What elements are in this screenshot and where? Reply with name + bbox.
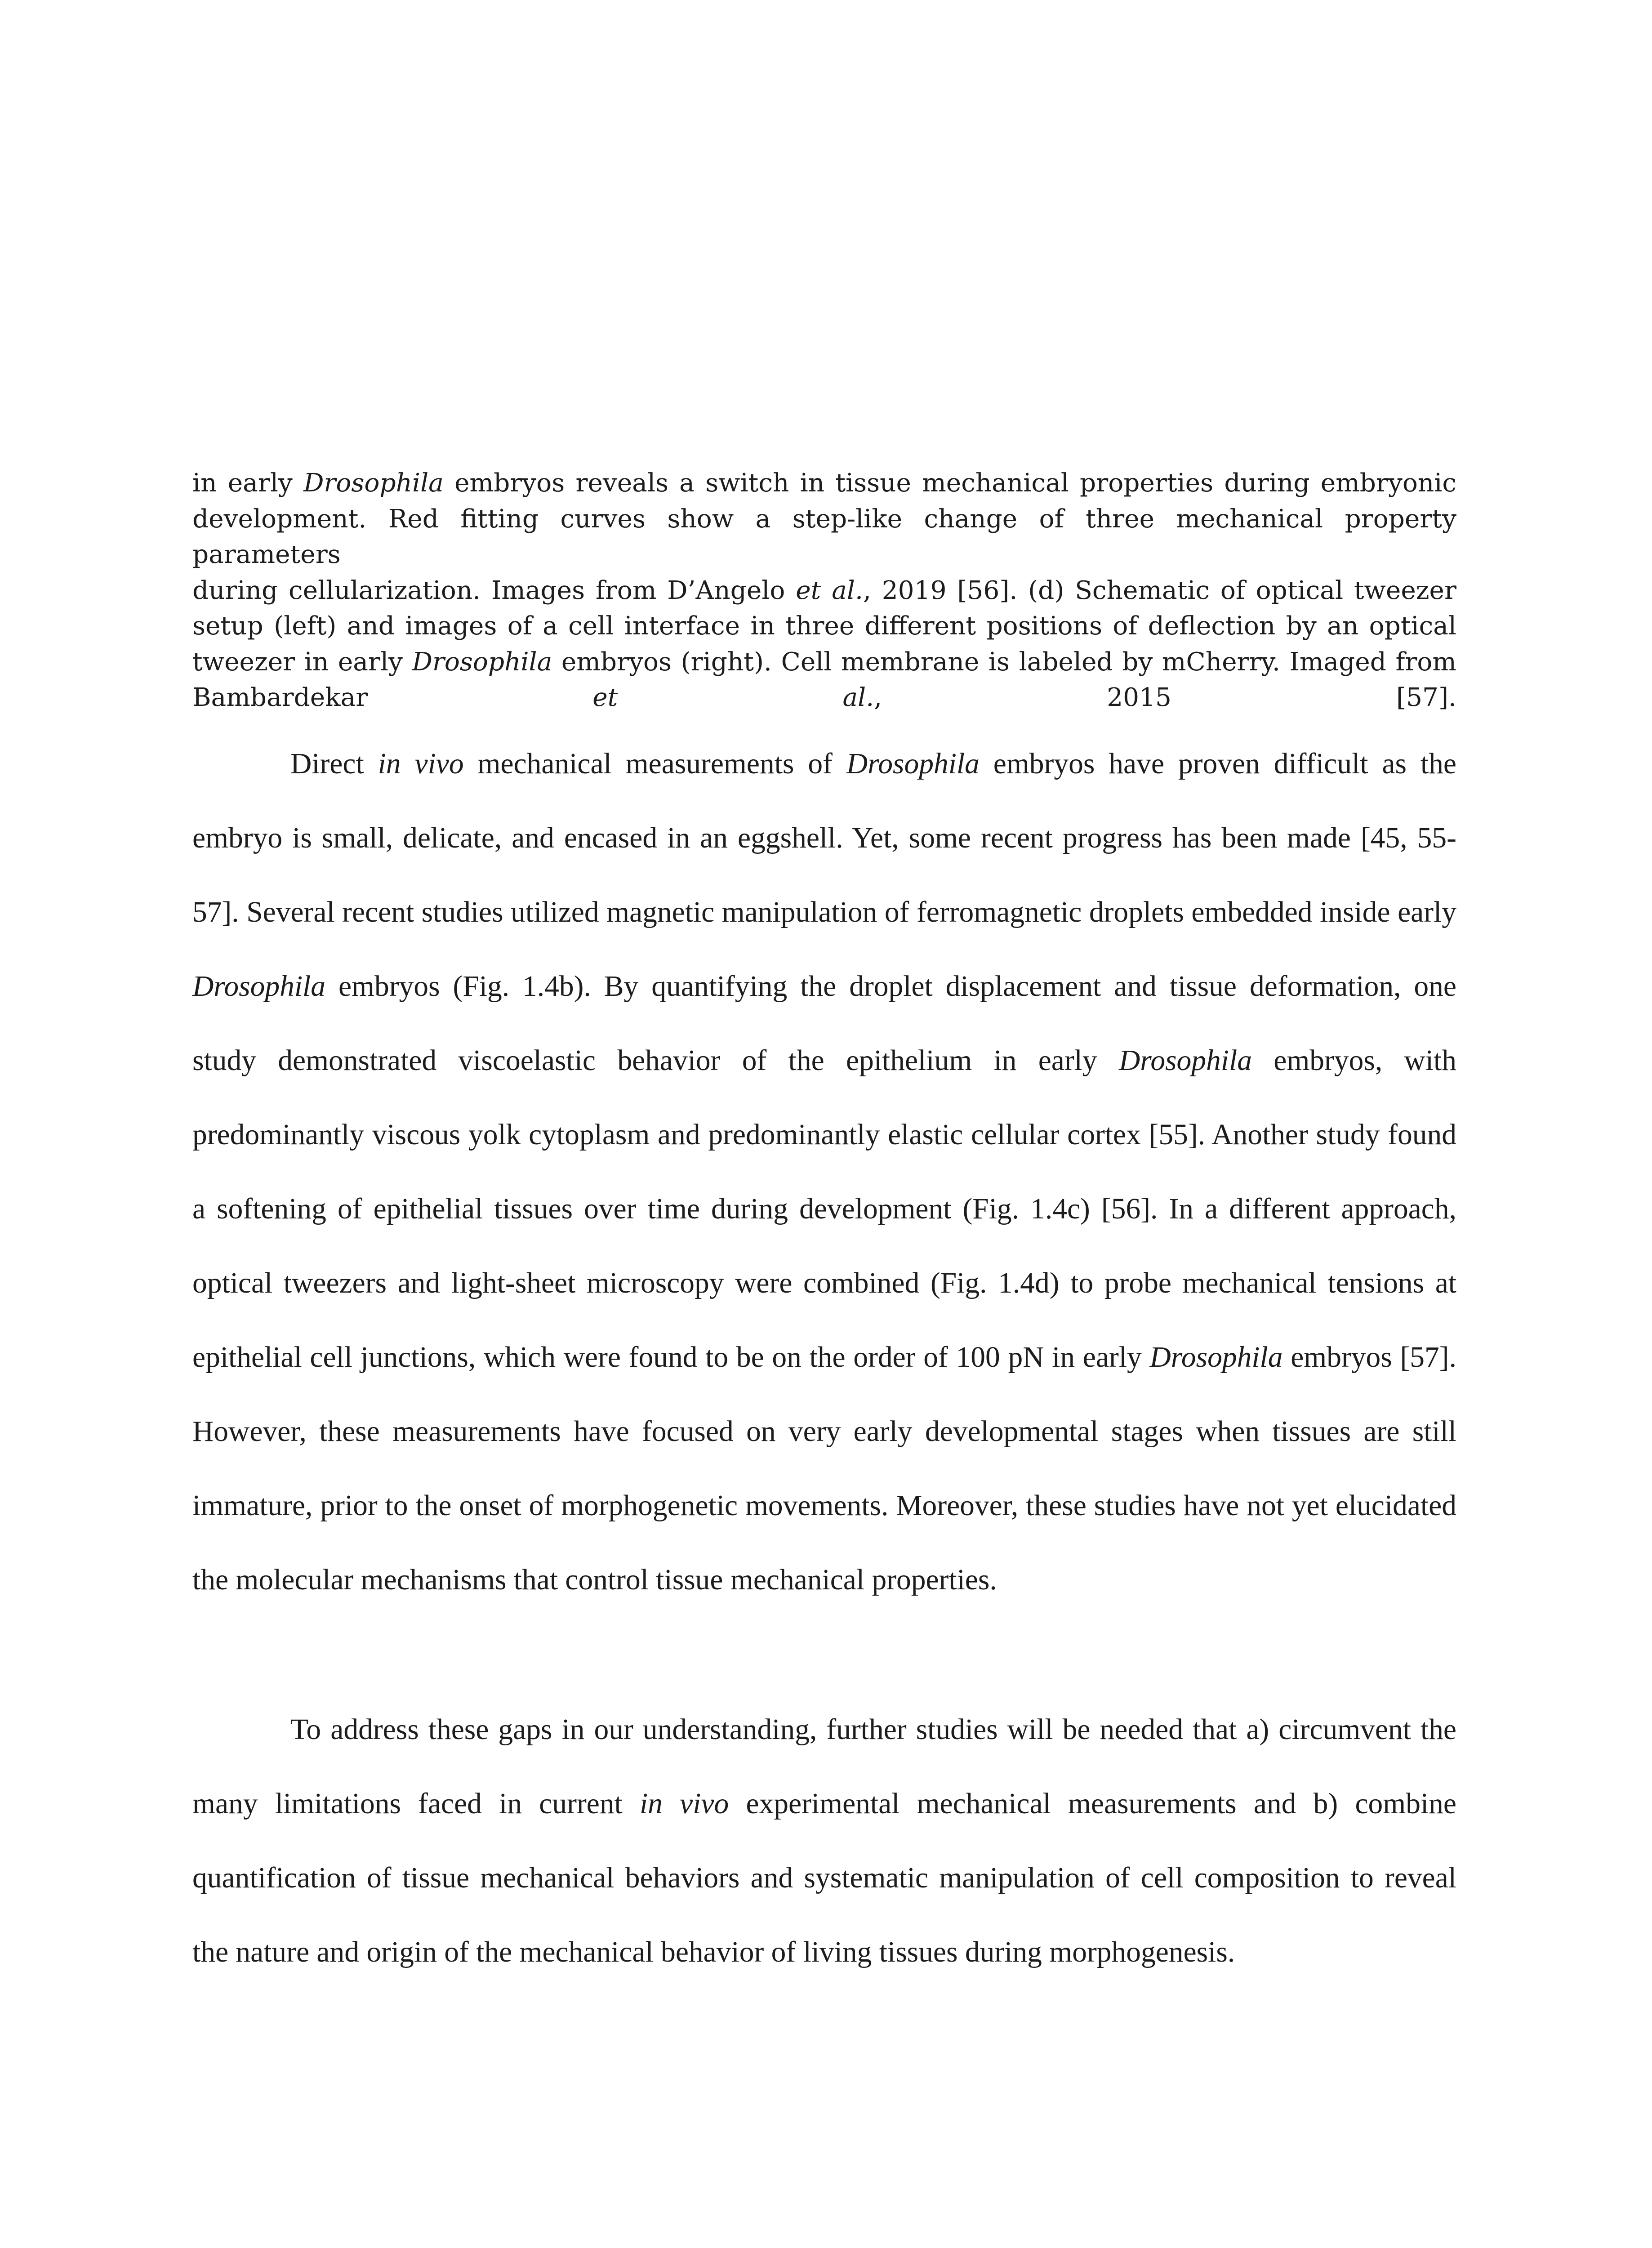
figure-caption-continuation bbox=[192, 465, 1456, 716]
paragraph-text: mechanical measurements of bbox=[463, 748, 846, 780]
caption-text: embryos reveals a switch in tissue mechanical properties during embryonic bbox=[443, 468, 1456, 498]
caption-text: , 2015 [57]. bbox=[874, 683, 1456, 712]
paragraph-text: To address these gaps in our understanding, further studies will be needed that a) circumvent the many limitations faced in current bbox=[192, 1713, 1456, 1820]
paragraph-text: experimental mechanical measurements and b) combine quantification of tissue mechanical behaviors and systematic manipulation of cell composition to reveal the nature and origin of the mechanical behavior of living tissues during morphogenesis. bbox=[192, 1788, 1456, 1968]
paragraph-italic: Drosophila bbox=[192, 970, 325, 1003]
paragraph-text: embryos [57]. However, these measurements have focused on very early developmental stages when tissues are still immature, prior to the onset of morphogenetic movements. Moreover, these studies have not yet elucidated the molecular mechanisms that control tissue mechanical properties. bbox=[192, 1341, 1456, 1596]
caption-text: , 2019 [56]. (d) Schematic of optical tweezer bbox=[863, 575, 1457, 605]
caption-text: development. Red fitting curves show a step-like change of three mechanical property parameters bbox=[192, 504, 1456, 569]
paragraph-text: Direct bbox=[290, 748, 378, 780]
paragraph-text: embryos, with predominantly viscous yolk cytoplasm and predominantly elastic cellular cortex [55]. Another study found a softening of epithelial tissues over time during development (Fig. 1.4c) [56]. In a different approach, optical tweezers and light-sheet microscopy were combined (Fig. 1.4d) to probe mechanical tensions at epithelial cell junctions, which were found to be on the order of 100 pN in early bbox=[192, 1044, 1456, 1374]
caption-italic: Drosophila bbox=[303, 468, 444, 498]
caption-text: during cellularization. Images from D’Angelo bbox=[192, 575, 796, 605]
caption-text: setup (left) and images of a cell interface in three different positions of deflection by an optical bbox=[192, 611, 1456, 641]
caption-italic: et al. bbox=[592, 683, 874, 712]
caption-text: in early bbox=[192, 468, 304, 498]
paragraph-italic: Drosophila bbox=[846, 748, 980, 780]
paragraph-italic: in vivo bbox=[639, 1788, 729, 1820]
paragraph-italic: in vivo bbox=[378, 748, 464, 780]
caption-line bbox=[192, 608, 1456, 644]
caption-text: embryos (right). Cell membrane is labeled by mCherry. Imaged from bbox=[552, 647, 1456, 677]
caption-line bbox=[192, 680, 1456, 716]
caption-line bbox=[192, 573, 1456, 609]
caption-italic: et al. bbox=[796, 575, 863, 605]
paragraph-text: embryos (Fig. 1.4b). By quantifying the droplet displacement and tissue deformation, one study demonstrated viscoelastic behavior of the epithelium in early bbox=[192, 970, 1456, 1077]
caption-text: tweezer in early bbox=[192, 647, 412, 677]
caption-line bbox=[192, 465, 1456, 501]
paragraph-italic: Drosophila bbox=[1149, 1341, 1283, 1374]
paragraph-italic: Drosophila bbox=[1118, 1044, 1252, 1077]
paragraph-text: embryos have proven difficult as the embryo is small, delicate, and encased in an eggshell. Yet, some recent progress has been made [45, 55-57]. Several recent studies utilized magnetic manipulation of ferromagnetic droplets embedded inside early bbox=[192, 748, 1457, 928]
body-paragraph-2 bbox=[192, 1693, 1456, 1989]
caption-text: Bambardekar bbox=[192, 683, 593, 712]
caption-line bbox=[192, 501, 1456, 573]
caption-italic: Drosophila bbox=[412, 647, 552, 677]
body-paragraph-1 bbox=[192, 727, 1456, 1617]
caption-line bbox=[192, 644, 1456, 680]
